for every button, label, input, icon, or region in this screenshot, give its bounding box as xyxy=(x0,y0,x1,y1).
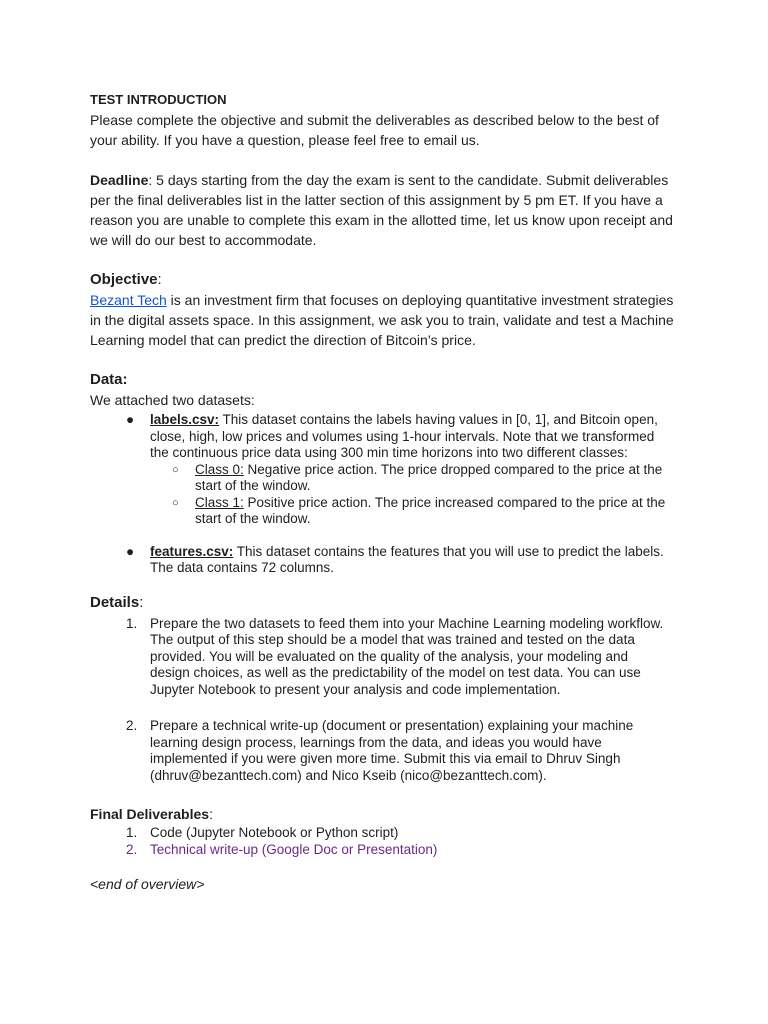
intro-title: TEST INTRODUCTION xyxy=(90,92,227,107)
list-item-labels: ● labels.csv: This dataset contains the labels having values in [0, 1], and Bitcoin open, close, high, low prices and volumes using 1-hour intervals. Note that we transformed the continuous price data using 300 min time horizons into two different classes: ○ Class 0: Negative price action. The price dropped compared to the price at the start of the window. ○ Class 1: Positive price action. The price increased compared to the price at the start of the window. xyxy=(90,412,680,528)
labels-name: labels.csv: xyxy=(150,412,220,427)
list-item-class-0: ○ Class 0: Negative price action. The price dropped compared to the price at the start of the window. xyxy=(172,461,663,493)
objective-line-3: Learning model that can predict the direction of Bitcoin’s price. xyxy=(90,332,476,348)
final-item-1: 1. Code (Jupyter Notebook or Python script) xyxy=(126,825,399,840)
circle-bullet-icon: ○ xyxy=(172,496,179,509)
intro-line-1: Please complete the objective and submit the deliverables as described below to the best of xyxy=(90,112,659,128)
list-item-features: ● features.csv: This dataset contains the features that you will use to predict the labels. The data contains 72 columns. xyxy=(126,543,664,575)
deadline-line-2: per the final deliverables list in the latter section of this assignment by 5 pm ET. If you have a xyxy=(90,192,663,208)
bezant-tech-link[interactable]: Bezant Tech xyxy=(90,292,167,308)
deadline-line-1 xyxy=(90,170,680,190)
bullet-icon: ● xyxy=(126,543,135,559)
details-item-2: 2. Prepare a technical write-up (document or presentation) explaining your machine learning design process, learnings from the data, and ideas you would have implemented if you were given more time. Submit this via email to Dhruv Singh (dhruv@bezanttech.com) and Nico Kseib (nico@bezanttech.com). xyxy=(126,718,634,783)
deadline-line-3: reason you are unable to complete this exam in the allotted time, let us know upon receipt and xyxy=(90,212,673,228)
objective-line-2: in the digital assets space. In this assignment, we ask you to train, validate and test a Machine xyxy=(90,312,674,328)
bullet-icon: ● xyxy=(126,412,135,427)
deadline-label: Deadline xyxy=(90,172,149,188)
details-heading: Details: xyxy=(90,593,144,611)
document-page xyxy=(90,90,680,894)
details-item-1: 1. Prepare the two datasets to feed them into your Machine Learning modeling workflow. The output of this step should be a model that was trained and tested on the data provided. You will be evaluated on the quality of the analysis, your modeling and design choices, as well as the predictability of the model on test data. You can use Jupyter Notebook to present your analysis and code implementation. xyxy=(126,615,664,697)
end-of-overview: <end of overview> xyxy=(90,876,205,892)
final-heading: Final Deliverables: xyxy=(90,806,213,822)
list-item-class-1: ○ Class 1: Positive price action. The price increased compared to the price at the start of the window. xyxy=(172,494,666,526)
final-item-2[interactable]: 2. Technical write-up (Google Doc or Presentation) xyxy=(126,841,438,857)
objective-heading: Objective: xyxy=(90,271,162,288)
objective-line-1: Bezant Tech is an investment firm that focuses on deploying quantitative investment strategies xyxy=(90,292,674,308)
features-name: features.csv: xyxy=(150,543,234,559)
deadline-line-4: we will do our best to accommodate. xyxy=(90,232,317,248)
deadline-line-1-text: : 5 days starting from the day the exam is sent to the candidate. Submit deliverables xyxy=(148,172,669,188)
data-heading: Data: xyxy=(90,371,128,388)
data-intro: We attached two datasets: xyxy=(90,392,255,408)
circle-bullet-icon: ○ xyxy=(172,463,179,476)
intro-line-2: your ability. If you have a question, please feel free to email us. xyxy=(90,132,480,148)
